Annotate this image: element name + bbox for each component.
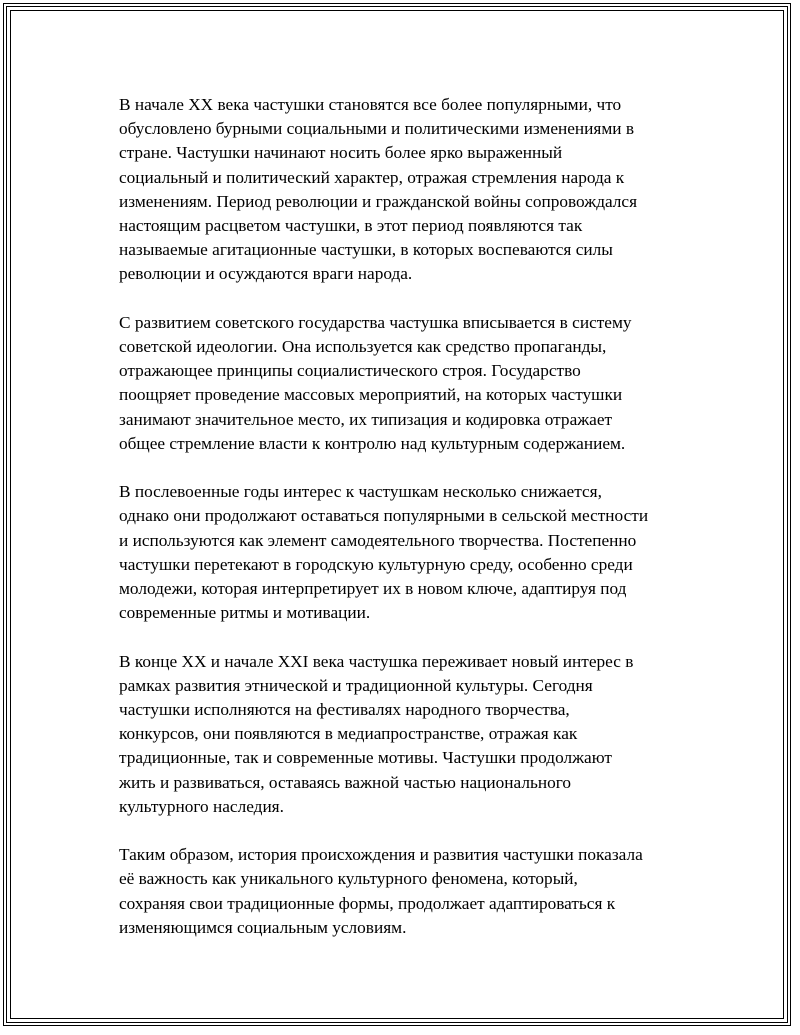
text-line: революции и осуждаются враги народа. xyxy=(119,264,413,284)
paragraph-5 xyxy=(119,843,689,940)
text-line: однако они продолжают оставаться популярными в сельской местности xyxy=(119,506,649,526)
text-line: В начале XX века частушки становятся все более популярными, что xyxy=(119,95,622,114)
text-line: изменениям. Период революции и гражданской войны сопровождался xyxy=(119,191,638,211)
text-line: жить и развиваться, оставаясь важной частью национального xyxy=(119,772,572,792)
text-line: рамках развития этнической и традиционной культуры. Сегодня xyxy=(119,675,593,695)
text-line: её важность как уникального культурного феномена, который, xyxy=(119,869,578,889)
paragraph-1 xyxy=(119,93,689,287)
text-line: занимают значительное место, их типизация и кодировка отражает xyxy=(119,409,613,429)
document-body xyxy=(119,93,689,964)
text-line: советской идеологии. Она используется как средство пропаганды, xyxy=(119,337,607,357)
text-line: традиционные, так и современные мотивы. Частушки продолжают xyxy=(119,748,612,768)
text-line: называемые агитационные частушки, в которых воспеваются силы xyxy=(119,240,613,260)
text-line: конкурсов, они появляются в медиапространстве, отражая как xyxy=(119,724,578,744)
paragraph-2 xyxy=(119,311,689,456)
text-line: обусловлено бурными социальными и политическими изменениями в xyxy=(119,119,635,139)
text-line: поощряет проведение массовых мероприятий, на которых частушки xyxy=(119,385,623,405)
text-line: настоящим расцветом частушки, в этот период появляются так xyxy=(119,216,583,236)
paragraph-3 xyxy=(119,480,689,625)
text-line: Таким образом, история происхождения и развития частушки показала xyxy=(119,845,643,865)
text-line: молодежи, которая интерпретирует их в новом ключе, адаптируя под xyxy=(119,579,627,599)
text-line: изменяющимся социальным условиям. xyxy=(119,917,407,937)
text-line: и используются как элемент самодеятельного творчества. Постепенно xyxy=(119,530,637,550)
text-line: С развитием советского государства частушка вписывается в систему xyxy=(119,312,632,332)
text-line: общее стремление власти к контролю над культурным содержанием. xyxy=(119,433,626,453)
text-line: В послевоенные годы интерес к частушкам несколько снижается, xyxy=(119,482,602,502)
text-line: культурного наследия. xyxy=(119,796,284,816)
text-line: социальный и политический характер, отражая стремления народа к xyxy=(119,167,625,187)
text-line: отражающее принципы социалистического строя. Государство xyxy=(119,361,581,381)
text-line: сохраняя свои традиционные формы, продолжает адаптироваться к xyxy=(119,893,616,913)
text-line: В конце XX и начале XXI века частушка переживает новый интерес в xyxy=(119,651,634,671)
text-line: стране. Частушки начинают носить более ярко выраженный xyxy=(119,143,563,163)
text-line: частушки исполняются на фестивалях народного творчества, xyxy=(119,700,570,720)
text-line: частушки перетекают в городскую культурную среду, особенно среди xyxy=(119,554,633,574)
text-line: современные ритмы и мотивации. xyxy=(119,603,371,623)
paragraph-4 xyxy=(119,650,689,819)
